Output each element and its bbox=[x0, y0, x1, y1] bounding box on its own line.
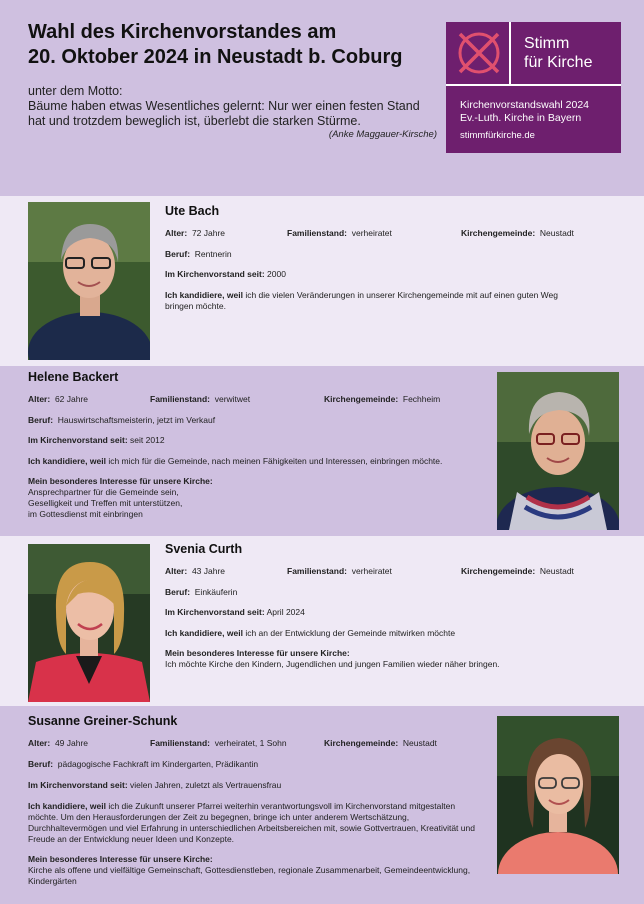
logo-sub-line-1: Kirchenvorstandswahl 2024 bbox=[460, 99, 589, 111]
interest-line: Kindergärten bbox=[28, 876, 77, 886]
age-label: Alter: bbox=[165, 566, 188, 576]
job-row bbox=[165, 587, 237, 598]
age-row bbox=[28, 394, 88, 405]
job-value: Hauswirtschaftsmeisterin, jetzt im Verkauf bbox=[57, 415, 216, 425]
status-label: Familienstand: bbox=[287, 228, 347, 238]
parish-label: Kirchengemeinde: bbox=[461, 566, 536, 576]
interest-line: Kirche als offene und vielfältige Gemeinschaft, Gottesdienstleben, regionale Zusammenarbeit, Gemeindeentwicklung, bbox=[28, 865, 471, 875]
job-value: Rentnerin bbox=[194, 249, 232, 259]
job-label: Beruf: bbox=[165, 587, 191, 597]
parish-value: Neustadt bbox=[539, 228, 574, 238]
interest-heading: Mein besonderes Interesse für unsere Kirche: bbox=[165, 648, 350, 658]
since-value: vielen Jahren, zuletzt als Vertrauensfrau bbox=[130, 780, 282, 790]
logo-title-line-1: Stimm bbox=[524, 35, 570, 52]
age-label: Alter: bbox=[28, 394, 51, 404]
since-label: Im Kirchenvorstand seit: bbox=[165, 269, 265, 279]
portrait-photo-icon bbox=[28, 202, 150, 360]
age-row bbox=[165, 228, 225, 239]
parish-row bbox=[461, 228, 574, 239]
logo-cross-box bbox=[446, 22, 511, 86]
interest-line: Ich möchte Kirche den Kindern, Jugendlichen und jungen Familien wieder näher bringen. bbox=[165, 659, 500, 669]
interest-heading: Mein besonderes Interesse für unsere Kirche: bbox=[28, 854, 213, 864]
status-value: verheiratet bbox=[351, 566, 392, 576]
job-label: Beruf: bbox=[28, 759, 54, 769]
status-value: verwitwet bbox=[214, 394, 251, 404]
parish-row bbox=[324, 738, 437, 749]
interest-heading: Mein besonderes Interesse für unsere Kirche: bbox=[28, 476, 213, 486]
job-row bbox=[28, 759, 258, 770]
parish-value: Neustadt bbox=[539, 566, 574, 576]
interest-line: Ansprechpartner für die Gemeinde sein, bbox=[28, 487, 179, 497]
title-line-1: Wahl des Kirchenvorstandes am bbox=[28, 21, 337, 43]
candidate-section-susanne-greiner-schunk bbox=[0, 706, 644, 904]
age-label: Alter: bbox=[28, 738, 51, 748]
interest-line: Geselligkeit und Treffen mit unterstützen, bbox=[28, 498, 183, 508]
candidate-name: Susanne Greiner-Schunk bbox=[28, 714, 178, 728]
candidate-photo bbox=[497, 716, 619, 874]
candidate-section-svenia-curth bbox=[0, 536, 644, 706]
why-text: ich mich für die Gemeinde, nach meinen Fähigkeiten und Interessen, einbringen möchte. bbox=[108, 456, 443, 466]
since-value: April 2024 bbox=[266, 607, 305, 617]
why-text: ich an der Entwicklung der Gemeinde mitwirken möchte bbox=[245, 628, 456, 638]
parish-value: Fechheim bbox=[402, 394, 441, 404]
parish-label: Kirchengemeinde: bbox=[324, 738, 399, 748]
logo-sub-line-2: Ev.-Luth. Kirche in Bayern bbox=[460, 112, 582, 124]
status-label: Familienstand: bbox=[287, 566, 347, 576]
status-row bbox=[287, 228, 392, 239]
since-row bbox=[28, 780, 281, 791]
parish-row bbox=[461, 566, 574, 577]
header bbox=[0, 0, 644, 196]
why-row bbox=[28, 456, 442, 467]
why-row bbox=[165, 628, 455, 639]
job-label: Beruf: bbox=[28, 415, 54, 425]
parish-value: Neustadt bbox=[402, 738, 437, 748]
since-label: Im Kirchenvorstand seit: bbox=[165, 607, 265, 617]
since-value: seit 2012 bbox=[130, 435, 165, 445]
since-row bbox=[28, 435, 165, 446]
why-row bbox=[165, 290, 558, 301]
since-label: Im Kirchenvorstand seit: bbox=[28, 435, 128, 445]
why-text: ich die vielen Veränderungen in unserer Kirchengemeinde mit auf einen guten Weg bbox=[245, 290, 558, 300]
why-line: Freude an der Entwicklung neuer Ideen und Konzepte. bbox=[28, 834, 235, 844]
title-line-2: 20. Oktober 2024 in Neustadt b. Coburg bbox=[28, 46, 403, 68]
candidate-section-ute-bach bbox=[0, 196, 644, 366]
logo-url[interactable]: stimmfürkirche.de bbox=[460, 130, 535, 141]
age-label: Alter: bbox=[165, 228, 188, 238]
parish-label: Kirchengemeinde: bbox=[324, 394, 399, 404]
why-line: Durchhaltevermögen und viel Erfahrung in unterschiedlichen Arbeitsbereichen mit, sowie Gottvertrauen, Kreativität und bbox=[28, 823, 475, 833]
job-row bbox=[28, 415, 215, 426]
portrait-photo-icon bbox=[28, 544, 150, 702]
status-value: verheiratet, 1 Sohn bbox=[214, 738, 287, 748]
ballot-cross-icon bbox=[456, 30, 502, 76]
motto-author: (Anke Maggauer-Kirsche) bbox=[328, 129, 437, 140]
candidate-name: Ute Bach bbox=[165, 204, 220, 218]
why-label: Ich kandidiere, weil bbox=[165, 628, 243, 638]
age-value: 72 Jahre bbox=[191, 228, 226, 238]
job-value: pädagogische Fachkraft im Kindergarten, Prädikantin bbox=[57, 759, 259, 769]
age-value: 43 Jahre bbox=[191, 566, 226, 576]
job-value: Einkäuferin bbox=[194, 587, 238, 597]
candidate-photo bbox=[28, 202, 150, 360]
why-label: Ich kandidiere, weil bbox=[28, 801, 106, 811]
status-row bbox=[150, 738, 287, 749]
status-row bbox=[150, 394, 250, 405]
status-label: Familienstand: bbox=[150, 738, 210, 748]
interest-label: Mein besonderes Interesse für unsere Kirche bbox=[28, 854, 210, 864]
motto-intro: unter dem Motto: bbox=[28, 84, 123, 98]
logo bbox=[446, 22, 621, 153]
job-row bbox=[165, 249, 232, 260]
interest-label: Mein besonderes Interesse für unsere Kirche bbox=[165, 648, 347, 658]
candidate-name: Helene Backert bbox=[28, 370, 119, 384]
logo-title bbox=[524, 34, 592, 72]
since-label: Im Kirchenvorstand seit: bbox=[28, 780, 128, 790]
logo-title-line-2: für Kirche bbox=[524, 54, 593, 71]
portrait-photo-icon bbox=[497, 716, 619, 874]
candidate-photo bbox=[497, 372, 619, 530]
why-label: Ich kandidiere, weil bbox=[165, 290, 243, 300]
job-label: Beruf: bbox=[165, 249, 191, 259]
parish-row bbox=[324, 394, 440, 405]
candidate-photo bbox=[28, 544, 150, 702]
portrait-photo-icon bbox=[497, 372, 619, 530]
age-value: 62 Jahre bbox=[54, 394, 89, 404]
why-row-2: bringen möchte. bbox=[165, 301, 226, 311]
candidate-section-helene-backert bbox=[0, 366, 644, 536]
page-title bbox=[28, 20, 438, 70]
why-label: Ich kandidiere, weil bbox=[28, 456, 106, 466]
why-row bbox=[28, 801, 455, 812]
age-row bbox=[28, 738, 88, 749]
why-text: ich die Zukunft unserer Pfarrei weiterhin verantwortungsvoll im Kirchenvorstand mitgestalten bbox=[108, 801, 456, 811]
why-line: möchte. Um den Herausforderungen der Zeit zu begegnen, bringe ich unter anderem Wertschätzung, bbox=[28, 812, 410, 822]
age-row bbox=[165, 566, 225, 577]
since-row bbox=[165, 607, 305, 618]
logo-subtitle bbox=[460, 99, 589, 125]
parish-label: Kirchengemeinde: bbox=[461, 228, 536, 238]
motto-text: Bäume haben etwas Wesentliches gelernt: Nur wer einen festen Stand hat und trotzdem beweglich ist, überlebt die starken Stürme. bbox=[28, 99, 420, 128]
interest-label: Mein besonderes Interesse für unsere Kirche bbox=[28, 476, 210, 486]
candidate-name: Svenia Curth bbox=[165, 542, 243, 556]
since-row bbox=[165, 269, 286, 280]
interest-line: im Gottesdienst mit einbringen bbox=[28, 509, 143, 519]
status-row bbox=[287, 566, 392, 577]
status-value: verheiratet bbox=[351, 228, 392, 238]
status-label: Familienstand: bbox=[150, 394, 210, 404]
since-value: 2000 bbox=[267, 269, 286, 279]
age-value: 49 Jahre bbox=[54, 738, 89, 748]
